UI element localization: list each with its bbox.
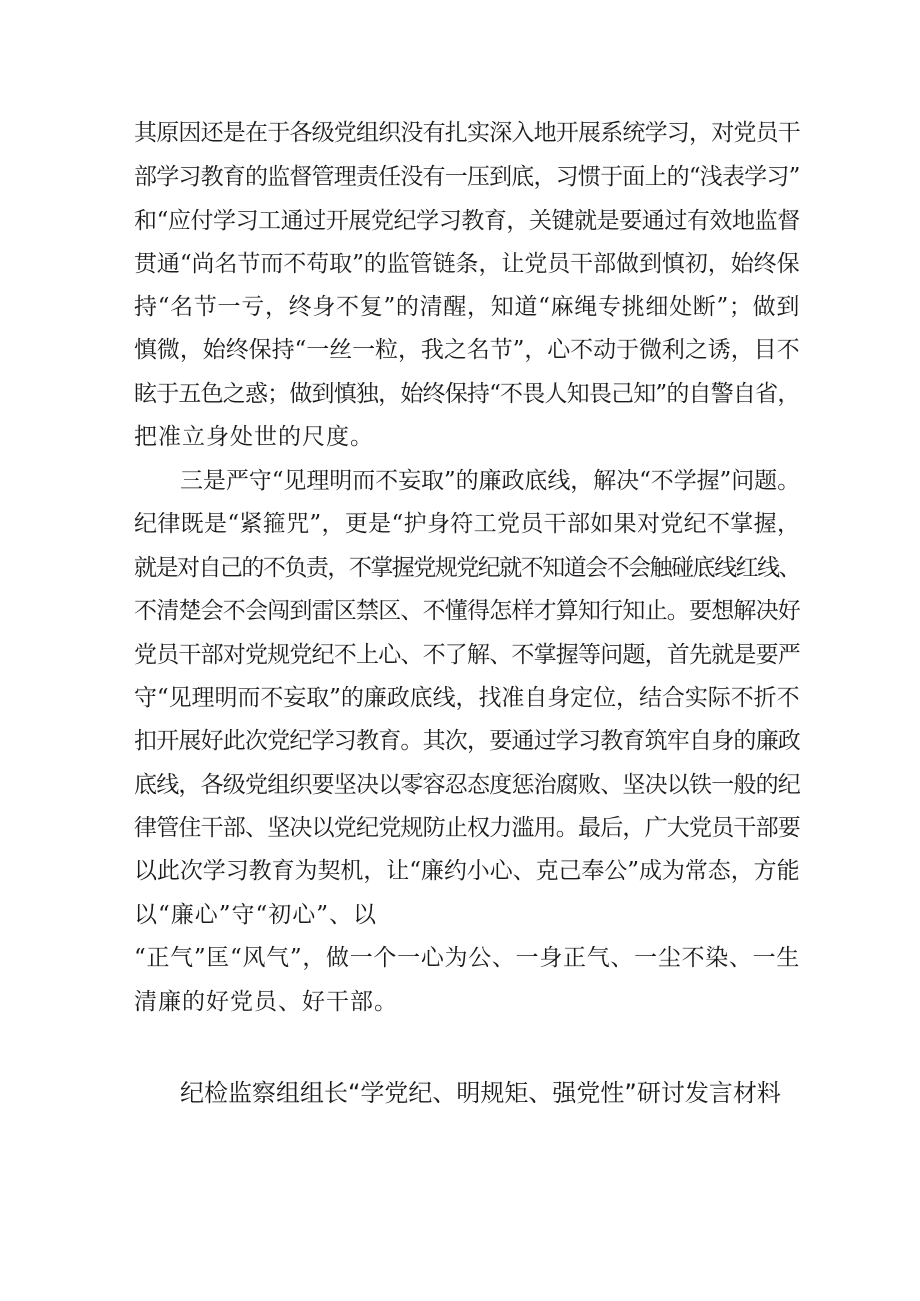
paragraph-first-line: 三是严守“见理明而不妄取”的廉政底线，解决“不学握”问题。 bbox=[180, 468, 801, 494]
section-heading: 纪检监察组组长“学党纪、明规矩、强党性”研讨发言材料 bbox=[180, 1079, 781, 1107]
body-text-line: 扣开展好此次党纪学习教育。其次，要通过学习教育筑牢自身的廉政 bbox=[134, 728, 801, 754]
body-text-line: 把准立身处世的尺度。 bbox=[134, 424, 374, 450]
body-text-line: 以“廉心”守“初心”、以 bbox=[134, 902, 378, 928]
body-text-line: 贯通“尚名节而不苟取”的监管链条，让党员干部做到慎初，始终保 bbox=[134, 251, 800, 277]
body-text-line: 部学习教育的监督管理责任没有一压到底，习惯于面上的“浅表学习” bbox=[134, 164, 800, 190]
body-text-line: 慎微，始终保持“一丝一粒，我之名节”，心不动于微利之诱，目不 bbox=[134, 337, 800, 363]
body-text-line: 不清楚会不会闯到雷区禁区、不懂得怎样才算知行知止。要想解决好 bbox=[134, 598, 801, 624]
body-text-line: “正气”匡“风气”，做一个一心为公、一身正气、一尘不染、一生 bbox=[134, 945, 801, 971]
body-text-line: 持“名节一亏，终身不复”的清醒，知道“麻绳专挑细处断”；做到 bbox=[134, 294, 801, 320]
body-text-line: 守“见理明而不妄取”的廉政底线，找准自身定位，结合实际不折不 bbox=[134, 685, 800, 711]
body-text-line: 和“应付学习工通过开展党纪学习教育，关键就是要通过有效地监督 bbox=[134, 208, 800, 234]
body-text-line: 其原因还是在于各级党组织没有扎实深入地开展系统学习，对党员干 bbox=[134, 120, 801, 146]
body-text-line: 眩于五色之惑；做到慎独，始终保持“不畏人知畏己知”的自警自省， bbox=[134, 381, 800, 407]
body-text-line: 党员干部对党规党纪不上心、不了解、不掌握等问题，首先就是要严 bbox=[134, 642, 801, 668]
body-text-line: 以此次学习教育为契机，让“廉约小心、克己奉公”成为常态，方能 bbox=[134, 858, 800, 884]
body-text-line: 清廉的好党员、好干部。 bbox=[134, 989, 398, 1015]
body-text-line: 底线，各级党组织要坚决以零容忍态度惩治腐败、坚决以铁一般的纪 bbox=[134, 772, 801, 798]
body-text-line: 律管住干部、坚决以党纪党规防止权力滥用。最后，广大党员干部要 bbox=[134, 815, 801, 841]
body-text-line: 就是对自己的不负责，不掌握党规党纪就不知道会不会触碰底线红线、 bbox=[134, 555, 800, 581]
body-text-line: 纪律既是“紧箍咒”，更是“护身符工党员干部如果对党纪不掌握， bbox=[134, 511, 801, 537]
